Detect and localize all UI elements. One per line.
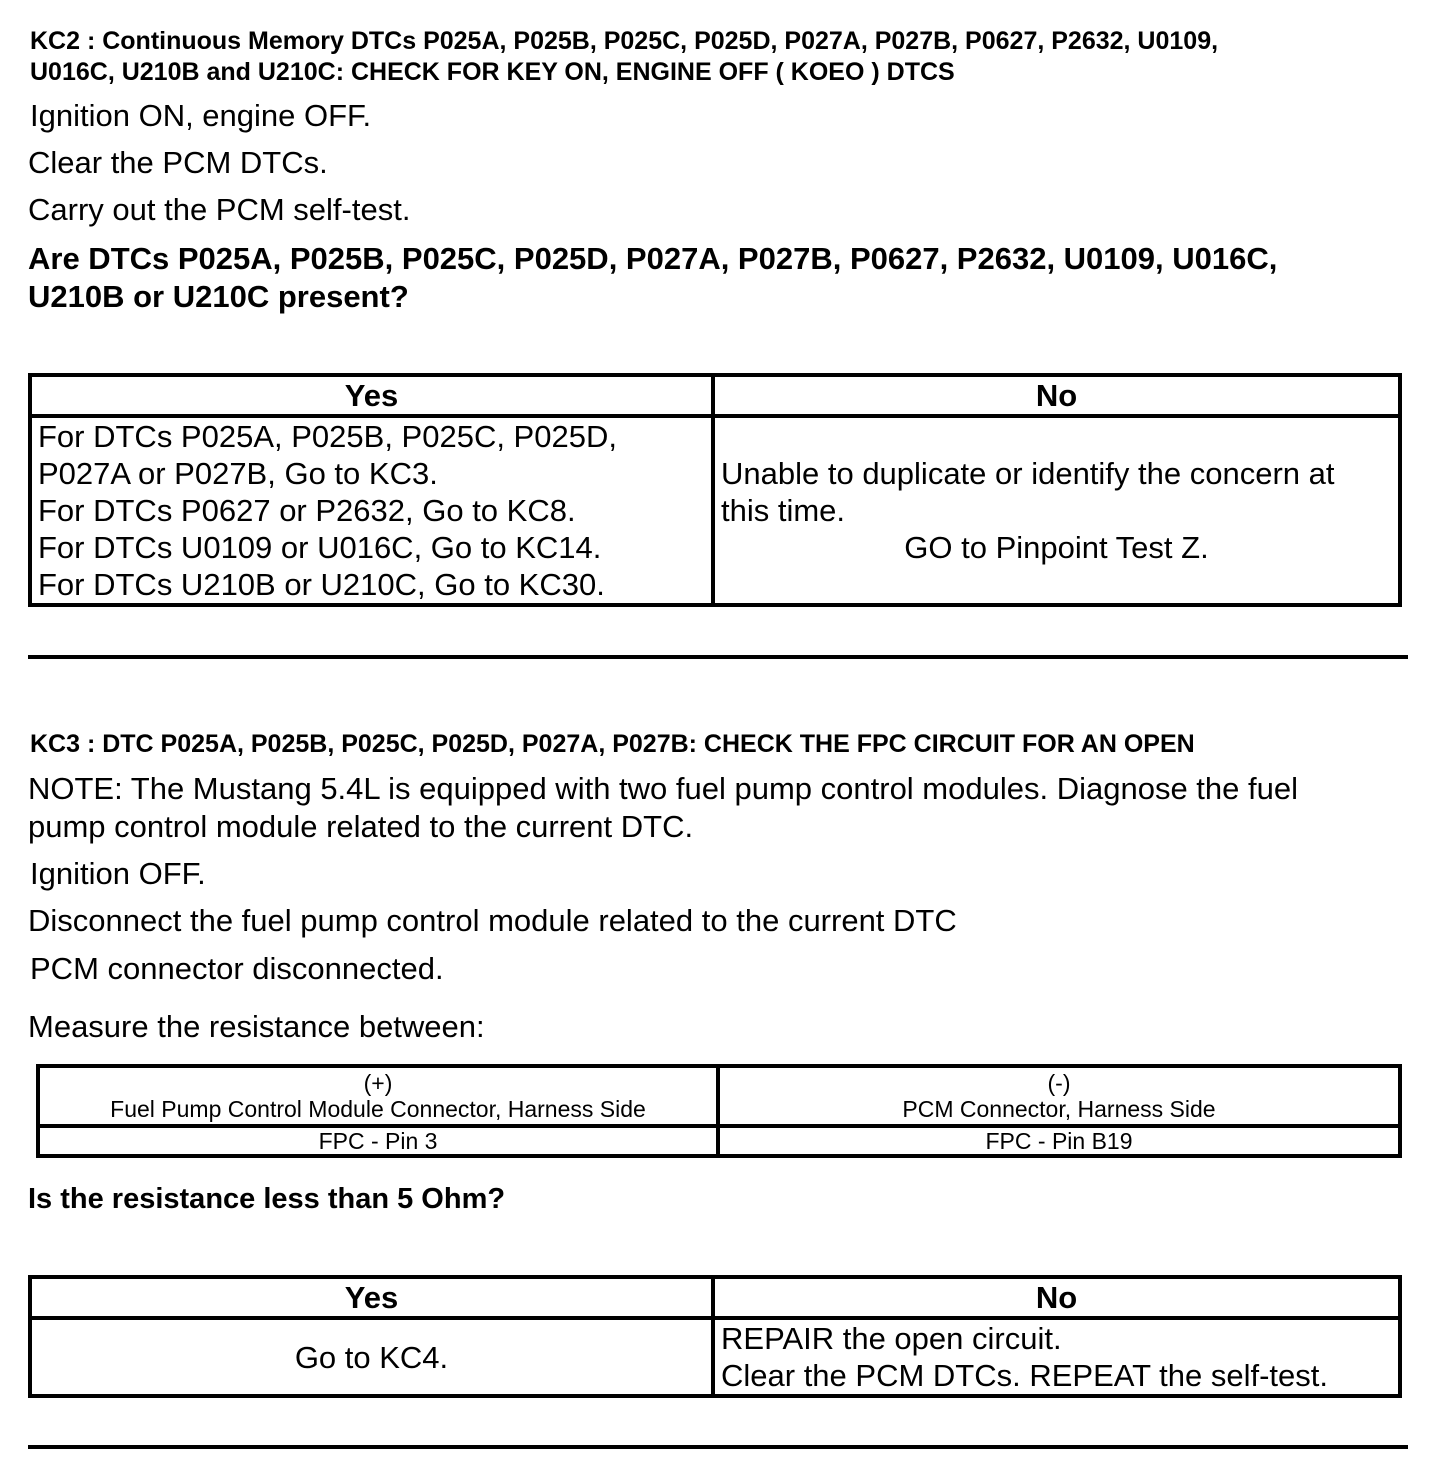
kc3-heading: KC3 : DTC P025A, P025B, P025C, P025D, P027A, P027B: CHECK THE FPC CIRCUIT FOR AN OPEN: [30, 730, 1195, 758]
kc2-step-1: Ignition ON, engine OFF.: [30, 98, 372, 133]
kc2-yes-line-2: P027A or P027B, Go to KC3.: [38, 456, 438, 491]
kc3-note-line1: NOTE: The Mustang 5.4L is equipped with two fuel pump control modules. Diagnose the fuel: [28, 771, 1298, 806]
kc3-resistance-table: [36, 1064, 1402, 1158]
kc2-heading-line2: U016C, U210B and U210C: CHECK FOR KEY ON, ENGINE OFF ( KOEO ) DTCS: [30, 58, 955, 86]
kc2-heading-line1: KC2 : Continuous Memory DTCs P025A, P025B, P025C, P025D, P027A, P027B, P0627, P2632, U0109,: [30, 27, 1219, 55]
kc3-step-2: Disconnect the fuel pump control module related to the current DTC: [28, 903, 957, 938]
kc3-yes-no-table: [28, 1275, 1402, 1398]
kc2-step-2: Clear the PCM DTCs.: [28, 145, 328, 180]
kc3-yes-header: Yes: [30, 1277, 713, 1318]
section-divider-1: [28, 655, 1408, 659]
kc3-no-line-1: REPAIR the open circuit.: [721, 1321, 1062, 1356]
kc2-no-pinpoint-link: GO to Pinpoint Test Z.: [904, 530, 1209, 565]
kc3-negative-symbol: (-): [1047, 1070, 1071, 1096]
kc3-yes-cell: Go to KC4.: [30, 1318, 713, 1396]
kc3-positive-value: FPC - Pin 3: [38, 1126, 718, 1156]
kc2-no-header: No: [713, 375, 1400, 416]
kc2-step-3: Carry out the PCM self-test.: [28, 192, 411, 227]
kc3-positive-label: Fuel Pump Control Module Connector, Harness Side: [110, 1096, 646, 1122]
kc3-negative-header: [718, 1066, 1400, 1126]
kc2-yes-header: Yes: [30, 375, 713, 416]
kc2-yes-line-1: For DTCs P025A, P025B, P025C, P025D,: [38, 419, 617, 454]
kc2-no-cell: [713, 416, 1400, 605]
kc3-positive-header: [38, 1066, 718, 1126]
kc3-negative-value: FPC - Pin B19: [718, 1126, 1400, 1156]
kc3-measure-label: Measure the resistance between:: [28, 1009, 485, 1044]
section-divider-2: [28, 1445, 1408, 1449]
kc2-yes-no-table: [28, 373, 1402, 607]
kc2-no-line-2: this time.: [721, 493, 846, 528]
kc3-positive-symbol: (+): [363, 1070, 393, 1096]
kc3-note-line2: pump control module related to the current DTC.: [28, 809, 694, 844]
kc3-no-line-2: Clear the PCM DTCs. REPEAT the self-test.: [721, 1358, 1328, 1393]
kc3-no-header: No: [713, 1277, 1400, 1318]
kc3-step-1: Ignition OFF.: [30, 856, 206, 891]
kc3-question: Is the resistance less than 5 Ohm?: [28, 1183, 506, 1215]
kc2-yes-line-4: For DTCs U0109 or U016C, Go to KC14.: [38, 530, 602, 565]
kc3-negative-label: PCM Connector, Harness Side: [902, 1096, 1216, 1122]
kc3-no-cell: [713, 1318, 1400, 1396]
kc3-step-3: PCM connector disconnected.: [30, 951, 444, 986]
kc2-yes-line-3: For DTCs P0627 or P2632, Go to KC8.: [38, 493, 576, 528]
kc2-yes-line-5: For DTCs U210B or U210C, Go to KC30.: [38, 567, 605, 602]
kc2-no-line-1: Unable to duplicate or identify the concern at: [721, 456, 1335, 491]
kc2-question-line1: Are DTCs P025A, P025B, P025C, P025D, P027A, P027B, P0627, P2632, U0109, U016C,: [28, 241, 1278, 276]
kc2-question-line2: U210B or U210C present?: [28, 279, 409, 314]
kc2-yes-cell: [30, 416, 713, 605]
